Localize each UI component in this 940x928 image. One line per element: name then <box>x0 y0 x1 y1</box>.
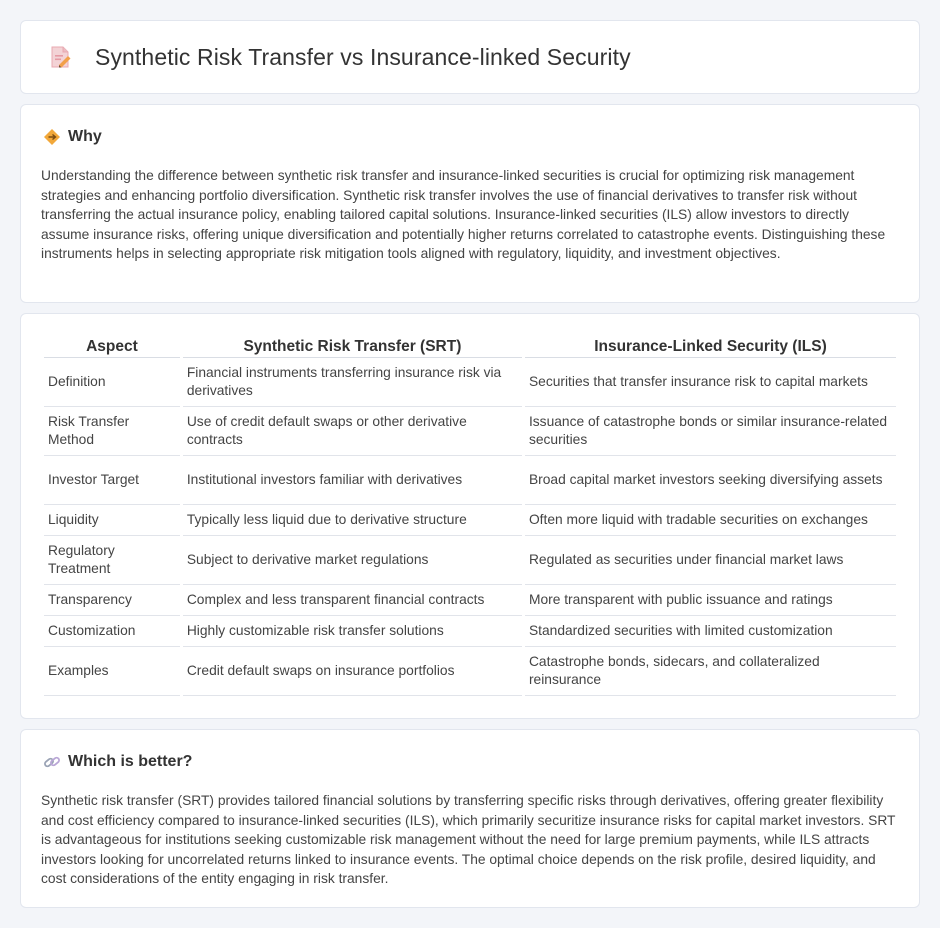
aspect-cell: Definition <box>44 358 180 407</box>
table-row <box>44 536 896 585</box>
srt-cell: Credit default swaps on insurance portfolios <box>183 647 522 696</box>
ils-cell: Catastrophe bonds, sidecars, and collateralized reinsurance <box>525 647 896 696</box>
diamond-arrows-icon <box>43 128 61 146</box>
aspect-cell: Risk Transfer Method <box>44 407 180 456</box>
ils-cell: Securities that transfer insurance risk to capital markets <box>525 358 896 407</box>
ils-cell: Regulated as securities under financial market laws <box>525 536 896 585</box>
column-header-srt: Synthetic Risk Transfer (SRT) <box>183 336 522 358</box>
why-heading: Why <box>68 128 102 145</box>
srt-cell: Institutional investors familiar with derivatives <box>183 456 522 505</box>
why-text: Understanding the difference between synthetic risk transfer and insurance-linked securities is crucial for optimizing risk management strategies and enhancing portfolio diversification. Synthetic risk transfer involves the use of financial derivatives to transfer risk without transferring the actual insurance policy, enabling tailored capital solutions. Insurance-linked securities (ILS) allow investors to directly assume insurance risks, offering unique diversification and potentially higher returns correlated to catastrophe events. Distinguishing these instruments helps in selecting appropriate risk mitigation tools aligned with regulatory, liquidity, and investment objectives. <box>41 168 886 261</box>
aspect-cell: Examples <box>44 647 180 696</box>
table-row <box>44 358 896 407</box>
srt-cell: Complex and less transparent financial contracts <box>183 585 522 616</box>
aspect-cell: Transparency <box>44 585 180 616</box>
table-row <box>44 456 896 505</box>
aspect-cell: Liquidity <box>44 505 180 536</box>
page-title: Synthetic Risk Transfer vs Insurance-linked Security <box>95 43 631 70</box>
which-is-better-text: Synthetic risk transfer (SRT) provides tailored financial solutions by transferring specific risks through derivatives, offering greater flexibility and cost efficiency compared to insurance-linked securities (ILS), which primarily securitize insurance risks for capital market investors. SRT is advantageous for institutions seeking customizable risk management without the need for large premium payments, while ILS attracts investors looking for uncorrelated returns linked to insurance events. The optimal choice depends on the risk profile, desired liquidity, and cost considerations of the entity engaging in risk transfer. <box>41 793 896 886</box>
table-header-row <box>44 336 896 358</box>
comparison-section <box>20 313 920 719</box>
ils-cell: Often more liquid with tradable securities on exchanges <box>525 505 896 536</box>
why-section <box>20 104 920 303</box>
ils-cell: Issuance of catastrophe bonds or similar insurance-related securities <box>525 407 896 456</box>
table-row <box>44 505 896 536</box>
srt-cell: Financial instruments transferring insurance risk via derivatives <box>183 358 522 407</box>
aspect-cell: Customization <box>44 616 180 647</box>
which-is-better-section <box>20 729 920 908</box>
link-icon <box>43 753 61 771</box>
ils-cell: Broad capital market investors seeking diversifying assets <box>525 456 896 505</box>
ils-cell: More transparent with public issuance and ratings <box>525 585 896 616</box>
column-header-aspect: Aspect <box>44 336 180 358</box>
ils-cell: Standardized securities with limited customization <box>525 616 896 647</box>
table-row <box>44 585 896 616</box>
table-row <box>44 647 896 696</box>
table-row <box>44 616 896 647</box>
column-header-ils: Insurance-Linked Security (ILS) <box>525 336 896 358</box>
comparison-table <box>41 336 899 696</box>
document-pencil-icon <box>47 44 73 70</box>
which-is-better-heading: Which is better? <box>68 753 193 770</box>
srt-cell: Use of credit default swaps or other derivative contracts <box>183 407 522 456</box>
title-card <box>20 20 920 94</box>
srt-cell: Subject to derivative market regulations <box>183 536 522 585</box>
srt-cell: Typically less liquid due to derivative structure <box>183 505 522 536</box>
table-row <box>44 407 896 456</box>
srt-cell: Highly customizable risk transfer solutions <box>183 616 522 647</box>
aspect-cell: Investor Target <box>44 456 180 505</box>
aspect-cell: Regulatory Treatment <box>44 536 180 585</box>
